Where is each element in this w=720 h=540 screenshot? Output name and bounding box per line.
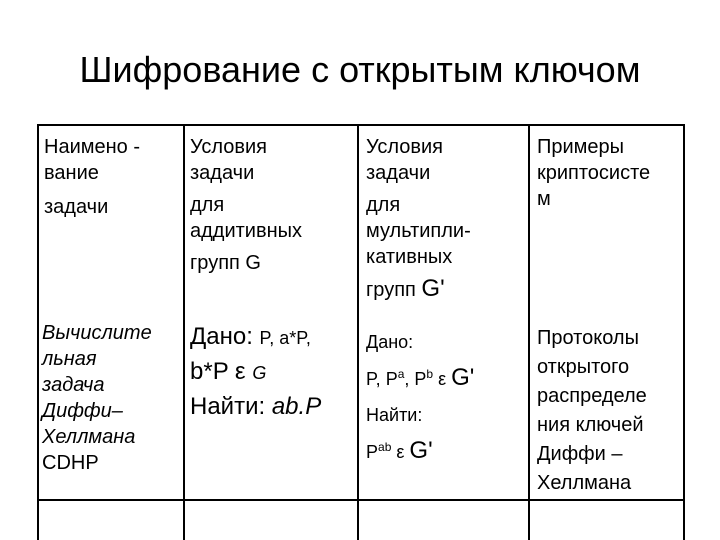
comparison-table <box>37 124 685 540</box>
additive-task: Дано: P, a*P, b*P ε G Найти: ab.P <box>190 320 321 424</box>
table-top-border <box>37 124 685 126</box>
examples-dh-protocol: Протоколы открытого распределе ния ключей Диффи – Хеллмана <box>537 327 647 494</box>
header-examples: Примеры криптосисте м <box>537 136 651 210</box>
table-left-border <box>37 124 39 540</box>
header-additive-conditions: Условия задачи для аддитивных групп G <box>190 136 303 274</box>
additive-find: Найти: ab.P <box>190 393 322 420</box>
slide-title: Шифрование с открытым ключом <box>79 49 641 90</box>
header-task-name: Наимено - вание задачи <box>44 136 140 218</box>
header-multiplicative-conditions: Условия задачи для мультипли- кативных групп G' <box>366 136 471 302</box>
table-row-divider <box>37 499 685 501</box>
table-col-divider-1 <box>183 124 185 540</box>
multiplicative-task: Дано: P, $P^a$, $P^b$ ε G' Найти: $P^{ab}$ ε G' <box>366 332 475 464</box>
table-col-divider-3 <box>528 124 530 540</box>
table-right-border <box>683 124 685 540</box>
task-cdhp: Вычислите льная задача Диффи– Хеллмана CDHP <box>42 322 152 474</box>
table-col-divider-2 <box>357 124 359 540</box>
